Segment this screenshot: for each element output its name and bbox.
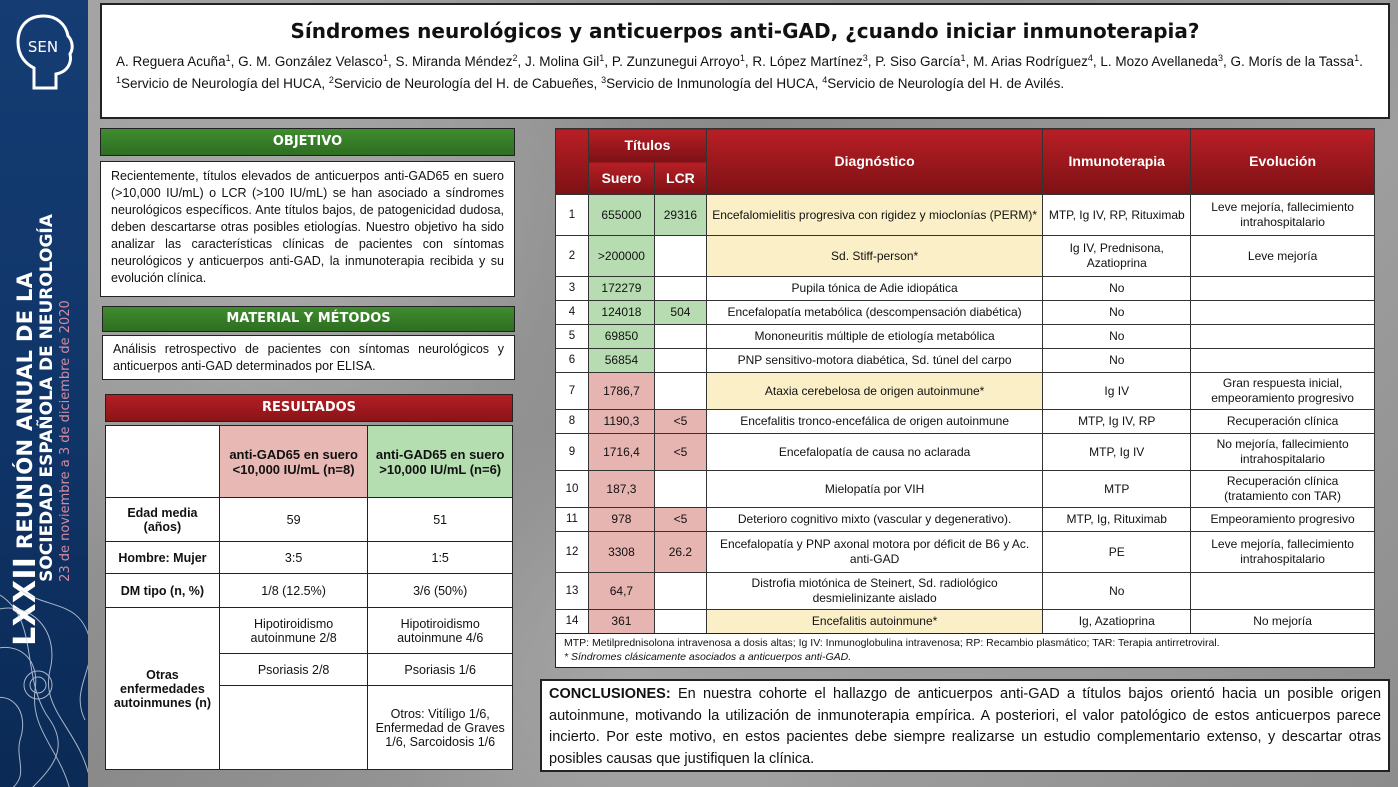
cell-inmuno: MTP, Ig, Rituximab: [1043, 508, 1191, 532]
row-label: DM tipo (n, %): [106, 574, 220, 608]
cell: 1:5: [368, 542, 513, 574]
cell-suero: >200000: [588, 236, 654, 277]
table-row: [556, 573, 1375, 610]
cell-n: 4: [556, 301, 589, 325]
table-row: [556, 236, 1375, 277]
row-label: Hombre: Mujer: [106, 542, 220, 574]
metodos-heading: MATERIAL Y MÉTODOS: [102, 306, 515, 332]
cell-inmuno: MTP, Ig IV, RP, Rituximab: [1043, 195, 1191, 236]
poster-header: [100, 3, 1390, 119]
cell: 51: [368, 498, 513, 542]
cell-n: 11: [556, 508, 589, 532]
cell-inmuno: No: [1043, 349, 1191, 373]
resultados-heading: RESULTADOS: [105, 394, 513, 422]
cell-suero: 1786,7: [588, 373, 654, 410]
cell-inmuno: No: [1043, 573, 1191, 610]
metodos-text: Análisis retrospectivo de pacientes con síntomas neurológicos y anticuerpos anti-GAD determinados por ELISA.: [102, 335, 515, 380]
cell-evol: [1191, 325, 1375, 349]
row-label: Otras enfermedades autoinmunes (n): [106, 608, 220, 770]
table-row: [556, 195, 1375, 236]
cell-suero: 361: [588, 610, 654, 634]
cell-diag: Encefalopatía metabólica (descompensación diabética): [706, 301, 1042, 325]
conclusiones: [540, 679, 1390, 772]
cell-inmuno: MTP, Ig IV: [1043, 434, 1191, 471]
col-lcr: LCR: [654, 162, 706, 195]
cell-evol: Leve mejoría: [1191, 236, 1375, 277]
abbreviations-note: MTP: Metilprednisolona intravenosa a dosis altas; Ig IV: Inmunoglobulina intravenosa; RP: Recambio plasmático; TAR: Terapia antirretroviral.: [564, 637, 1220, 649]
cell-suero: 978: [588, 508, 654, 532]
cell-evol: Empeoramiento progresivo: [1191, 508, 1375, 532]
cell-n: 10: [556, 471, 589, 508]
cell-n: 7: [556, 373, 589, 410]
col-high-titer: anti-GAD65 en suero >10,000 IU/mL (n=6): [368, 426, 513, 498]
col-titulos: Títulos: [588, 129, 706, 162]
table-row: [556, 349, 1375, 373]
cell-inmuno: No: [1043, 301, 1191, 325]
event-dates: 23 de noviembre a 3 de diciembre de 2020: [58, 300, 73, 582]
cell-lcr: <5: [654, 434, 706, 471]
cell: Psoriasis 2/8: [219, 654, 368, 686]
cell-inmuno: PE: [1043, 532, 1191, 573]
patients-table: [555, 128, 1375, 634]
table-footnote: [555, 633, 1375, 668]
cell-evol: Gran respuesta inicial, empeoramiento progresivo: [1191, 373, 1375, 410]
cell-diag: Sd. Stiff-person*: [706, 236, 1042, 277]
event-line2: SOCIEDAD ESPAÑOLA DE NEUROLOGÍA: [37, 214, 57, 582]
cell-evol: [1191, 349, 1375, 373]
cell-lcr: <5: [654, 508, 706, 532]
table-row: [556, 325, 1375, 349]
cell-suero: 69850: [588, 325, 654, 349]
neuron-illustration: [0, 590, 88, 787]
cell-diag: Mononeuritis múltiple de etiología metabólica: [706, 325, 1042, 349]
cell-inmuno: Ig, Azatioprina: [1043, 610, 1191, 634]
objetivo-heading: OBJETIVO: [100, 128, 515, 156]
edition-number: LXXII: [8, 556, 43, 646]
cell-diag: Encefalitis tronco-encefálica de origen autoinmune: [706, 410, 1042, 434]
poster-title: Síndromes neurológicos y anticuerpos anti-GAD, ¿cuando iniciar inmunoterapia?: [290, 19, 1200, 43]
svg-text:SEN: SEN: [27, 38, 59, 56]
cell: 3/6 (50%): [368, 574, 513, 608]
cell-n: 5: [556, 325, 589, 349]
cell-diag: Encefalitis autoinmune*: [706, 610, 1042, 634]
cell-n: 13: [556, 573, 589, 610]
cell-lcr: [654, 325, 706, 349]
cell-suero: 56854: [588, 349, 654, 373]
row-label: Edad media (años): [106, 498, 220, 542]
cell-diag: PNP sensitivo-motora diabética, Sd. túnel del carpo: [706, 349, 1042, 373]
results-table: [105, 425, 513, 770]
cell-evol: No mejoría, fallecimiento intrahospitalario: [1191, 434, 1375, 471]
col-low-titer: anti-GAD65 en suero <10,000 IU/mL (n=8): [219, 426, 368, 498]
table-row: [556, 277, 1375, 301]
cell-lcr: [654, 277, 706, 301]
cell-evol: No mejoría: [1191, 610, 1375, 634]
table-row: [556, 471, 1375, 508]
cell-lcr: [654, 471, 706, 508]
cell-diag: Deterioro cognitivo mixto (vascular y degenerativo).: [706, 508, 1042, 532]
cell-n: 1: [556, 195, 589, 236]
cell-lcr: [654, 573, 706, 610]
col-evolucion: Evolución: [1191, 129, 1375, 195]
table-row: [556, 373, 1375, 410]
cell-suero: 655000: [588, 195, 654, 236]
cell: 3:5: [219, 542, 368, 574]
cell-suero: 124018: [588, 301, 654, 325]
sidebar: [0, 0, 88, 787]
cell-evol: [1191, 277, 1375, 301]
cell: Hipotiroidismo autoinmune 2/8: [219, 608, 368, 654]
cell-diag: Pupila tónica de Adie idiopática: [706, 277, 1042, 301]
cell-n: 3: [556, 277, 589, 301]
table-row: [556, 434, 1375, 471]
cell-evol: [1191, 301, 1375, 325]
cell-n: 12: [556, 532, 589, 573]
cell-suero: 3308: [588, 532, 654, 573]
affiliations: $^1$Servicio de Neurología del HUCA, $^2$Servicio de Neurología del H. de Cabueñes, $^3$Servicio de Inmunología del HUCA, $^4$Servicio de Neurología del H. de Avilés.: [116, 75, 1065, 91]
cell-evol: Recuperación clínica: [1191, 410, 1375, 434]
cell-n: 6: [556, 349, 589, 373]
cell-diag: Mielopatía por VIH: [706, 471, 1042, 508]
sen-logo: [12, 12, 76, 96]
cell-lcr: 504: [654, 301, 706, 325]
asterisk-note: * Síndromes clásicamente asociados a anticuerpos anti-GAD.: [564, 651, 852, 663]
event-title: [8, 214, 74, 646]
cell-n: 9: [556, 434, 589, 471]
cell-lcr: 26.2: [654, 532, 706, 573]
cell-diag: Encefalopatía y PNP axonal motora por déficit de B6 y Ac. anti-GAD: [706, 532, 1042, 573]
table-row: [556, 610, 1375, 634]
col-inmunoterapia: Inmunoterapia: [1043, 129, 1191, 195]
cell: [219, 686, 368, 770]
cell-n: 14: [556, 610, 589, 634]
table-row: [556, 532, 1375, 573]
cell: 1/8 (12.5%): [219, 574, 368, 608]
table-row: [556, 410, 1375, 434]
cell-evol: [1191, 573, 1375, 610]
col-diagnostico: Diagnóstico: [706, 129, 1042, 195]
conclusiones-label: CONCLUSIONES:: [549, 686, 671, 702]
conclusiones-text: En nuestra cohorte el hallazgo de anticuerpos anti-GAD a títulos bajos orientó hacia un posible origen autoinmune, motivando la utilización de inmunoterapia empírica. A posteriori, el valor patológico de estos anticuerpos parece incierto. Por este motivo, en estos pacientes debe siempre realizarse un estudio complementario extenso, y descartar otras posibles causas que justifiquen la clínica.: [549, 686, 1382, 767]
cell-diag: Encefalomielitis progresiva con rigidez y mioclonías (PERM)*: [706, 195, 1042, 236]
cell-lcr: [654, 373, 706, 410]
col-suero: Suero: [588, 162, 654, 195]
cell: Hipotiroidismo autoinmune 4/6: [368, 608, 513, 654]
cell-inmuno: Ig IV: [1043, 373, 1191, 410]
cell-inmuno: No: [1043, 325, 1191, 349]
cell-suero: 187,3: [588, 471, 654, 508]
cell-lcr: [654, 349, 706, 373]
cell-suero: 172279: [588, 277, 654, 301]
table-row: [106, 574, 513, 608]
cell-inmuno: No: [1043, 277, 1191, 301]
event-line1: REUNIÓN ANUAL DE LA: [13, 271, 37, 550]
cell-n: 8: [556, 410, 589, 434]
cell-suero: 64,7: [588, 573, 654, 610]
cell-diag: Encefalopatía de causa no aclarada: [706, 434, 1042, 471]
authors: A. Reguera Acuña$^1$, G. M. González Velasco$^1$, S. Miranda Méndez$^2$, J. Molina Gil$^1$, P. Zunzunegui Arroyo$^1$, R. López Martínez$^3$, P. Siso García$^1$, M. Arias Rodríguez$^4$, L. Mozo Avellaneda$^3$, G. Morís de la Tassa$^1$.: [116, 53, 1363, 69]
cell-suero: 1190,3: [588, 410, 654, 434]
cell-inmuno: Ig IV, Prednisona, Azatioprina: [1043, 236, 1191, 277]
cell-suero: 1716,4: [588, 434, 654, 471]
table-row: [106, 498, 513, 542]
cell-lcr: <5: [654, 410, 706, 434]
table-row: [106, 542, 513, 574]
cell-evol: Leve mejoría, fallecimiento intrahospitalario: [1191, 195, 1375, 236]
cell-evol: Recuperación clínica (tratamiento con TAR): [1191, 471, 1375, 508]
table-row: [556, 301, 1375, 325]
table-row: [556, 508, 1375, 532]
cell-diag: Ataxia cerebelosa de origen autoinmune*: [706, 373, 1042, 410]
cell-lcr: [654, 610, 706, 634]
cell-inmuno: MTP, Ig IV, RP: [1043, 410, 1191, 434]
cell-inmuno: MTP: [1043, 471, 1191, 508]
cell: Psoriasis 1/6: [368, 654, 513, 686]
cell-lcr: [654, 236, 706, 277]
cell: 59: [219, 498, 368, 542]
cell-evol: Leve mejoría, fallecimiento intrahospitalario: [1191, 532, 1375, 573]
cell-n: 2: [556, 236, 589, 277]
cell: Otros: Vitíligo 1/6, Enfermedad de Graves 1/6, Sarcoidosis 1/6: [368, 686, 513, 770]
cell-lcr: 29316: [654, 195, 706, 236]
table-row: [106, 608, 513, 654]
objetivo-text: Recientemente, títulos elevados de anticuerpos anti-GAD65 en suero (>10,000 IU/mL) o LCR (>100 IU/mL) se han asociado a síndromes neurológicos específicos. Ante títulos bajos, de patogenicidad dudosa, deben descartarse otras posibles etiologías. Nuestro objetivo ha sido analizar las características clínicas de pacientes con síntomas neurológicos y anticuerpos anti-GAD, la inmunoterapia recibida y su evolución clínica.: [100, 161, 515, 297]
cell-diag: Distrofia miotónica de Steinert, Sd. radiológico desmielinizante aislado: [706, 573, 1042, 610]
